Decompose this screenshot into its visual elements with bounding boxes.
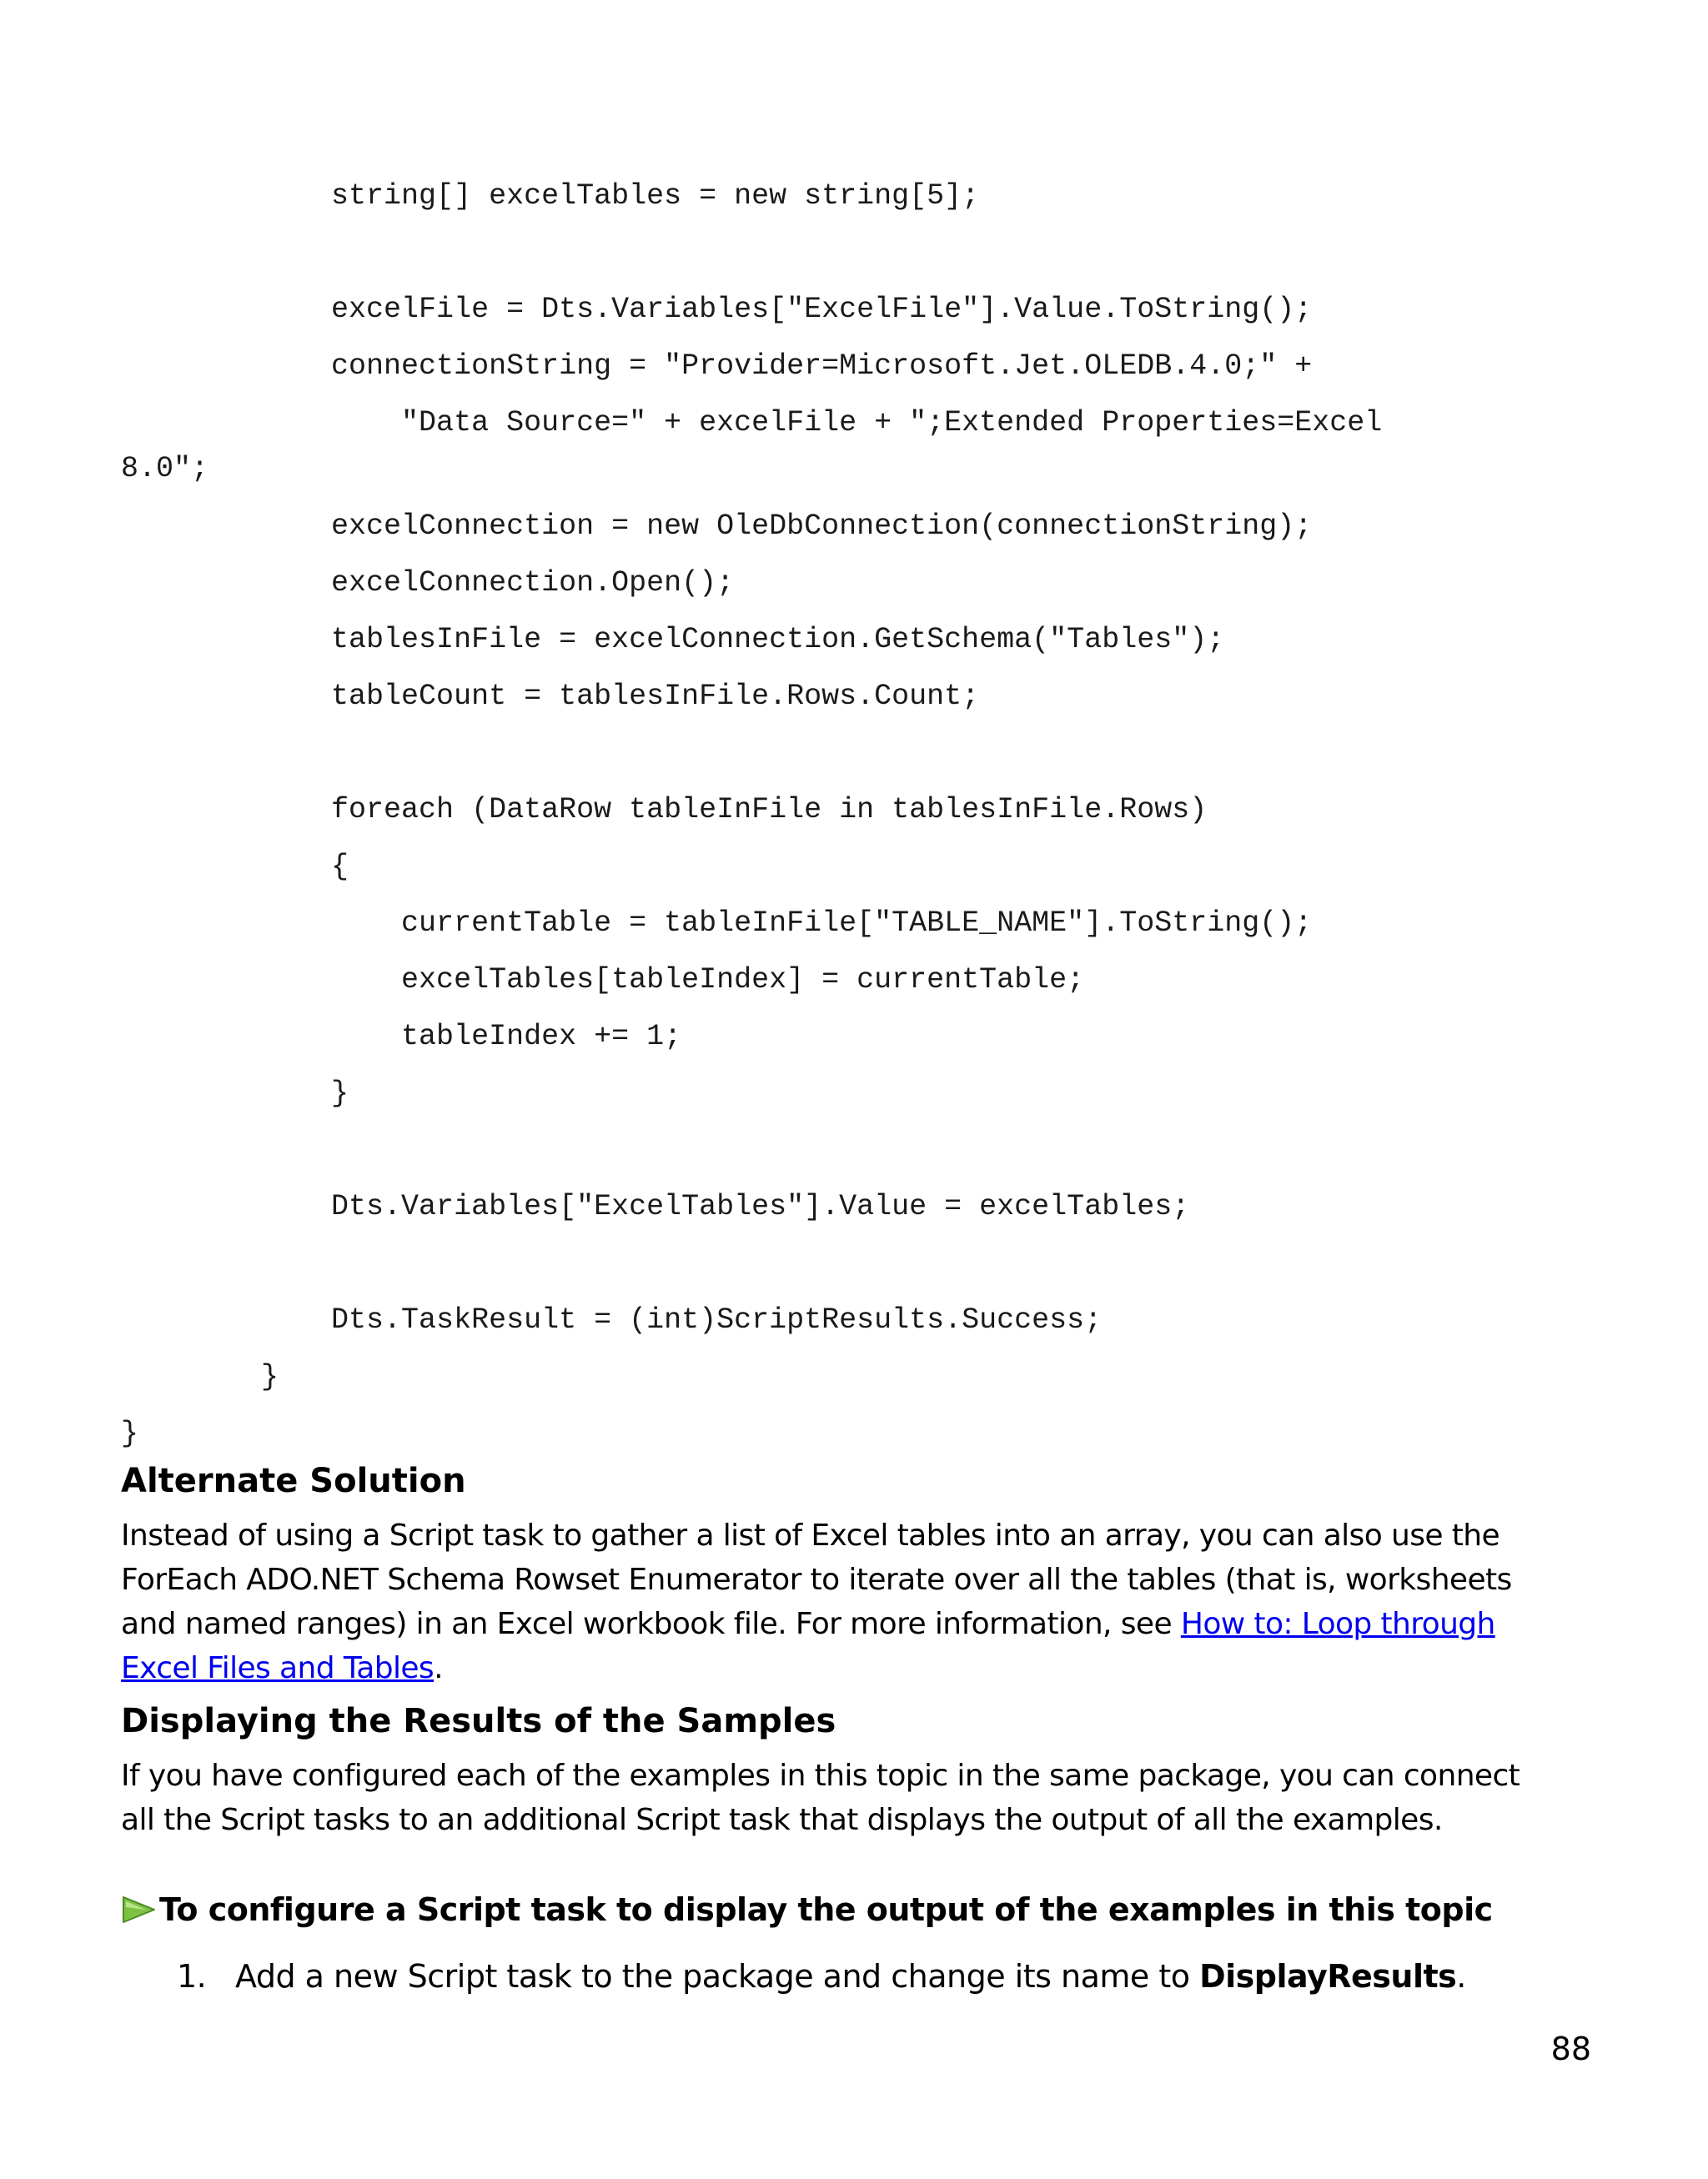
paragraph-line: [121, 1646, 1597, 1690]
step-number: 1.: [177, 1958, 207, 1995]
code-line: }: [121, 1417, 139, 1450]
paragraph-line: If you have configured each of the examples in this topic in the same package, you can connect: [121, 1759, 1520, 1793]
loop-through-excel-link[interactable]: How to: Loop through: [1180, 1607, 1495, 1641]
loop-through-excel-link-continued[interactable]: Excel Files and Tables: [121, 1651, 435, 1685]
code-line: Dts.Variables["ExcelTables"].Value = excelTables;: [121, 1190, 1190, 1223]
page-number: 88: [1550, 2031, 1591, 2067]
paragraph-text: and named ranges) in an Excel workbook file. For more information, see: [121, 1607, 1181, 1641]
procedure-heading: [121, 1889, 1493, 1930]
paragraph-line: all the Script tasks to an additional Script task that displays the output of all the examples.: [121, 1803, 1443, 1837]
code-line: tablesInFile = excelConnection.GetSchema("Tables");: [121, 623, 1225, 656]
step-bold-term: DisplayResults: [1199, 1958, 1457, 1995]
green-arrow-icon: [121, 1894, 158, 1925]
section-heading-displaying-results: Displaying the Results of the Samples: [121, 1702, 836, 1740]
paragraph-line: ForEach ADO.NET Schema Rowset Enumerator to iterate over all the tables (that is, worksheets: [121, 1563, 1512, 1597]
code-line: "Data Source=" + excelFile + ";Extended Properties=Excel: [121, 406, 1383, 439]
paragraph-line: Instead of using a Script task to gather a list of Excel tables into an array, you can also use the: [121, 1519, 1500, 1553]
code-line: connectionString = "Provider=Microsoft.Jet.OLEDB.4.0;" +: [121, 349, 1313, 383]
step-text-end: .: [1456, 1958, 1466, 1995]
section-heading-alternate-solution: Alternate Solution: [121, 1462, 466, 1500]
displaying-results-paragraph: [121, 1754, 1597, 1842]
code-line: }: [121, 1360, 279, 1393]
procedure-step: [177, 1956, 1466, 1997]
code-line: foreach (DataRow tableInFile in tablesInFile.Rows): [121, 793, 1208, 826]
code-line: excelTables[tableIndex] = currentTable;: [121, 963, 1085, 997]
paragraph-line: [121, 1602, 1597, 1646]
code-line: 8.0";: [121, 452, 209, 485]
code-line: tableCount = tablesInFile.Rows.Count;: [121, 680, 980, 713]
code-line: string[] excelTables = new string[5];: [121, 179, 980, 213]
code-line: }: [121, 1077, 349, 1110]
procedure-title: To configure a Script task to display the output of the examples in this topic: [159, 1891, 1493, 1928]
step-text: Add a new Script task to the package and change its name to: [235, 1958, 1200, 1995]
code-line: Dts.TaskResult = (int)ScriptResults.Success;: [121, 1303, 1103, 1337]
code-line: excelConnection.Open();: [121, 566, 735, 600]
code-line: currentTable = tableInFile["TABLE_NAME"].ToString();: [121, 906, 1313, 940]
code-line: tableIndex += 1;: [121, 1020, 682, 1053]
code-line: {: [121, 850, 349, 883]
code-line: excelFile = Dts.Variables["ExcelFile"].Value.ToString();: [121, 293, 1313, 326]
code-line: excelConnection = new OleDbConnection(connectionString);: [121, 510, 1313, 543]
paragraph-text: .: [434, 1651, 443, 1685]
alternate-solution-paragraph: [121, 1514, 1597, 1690]
